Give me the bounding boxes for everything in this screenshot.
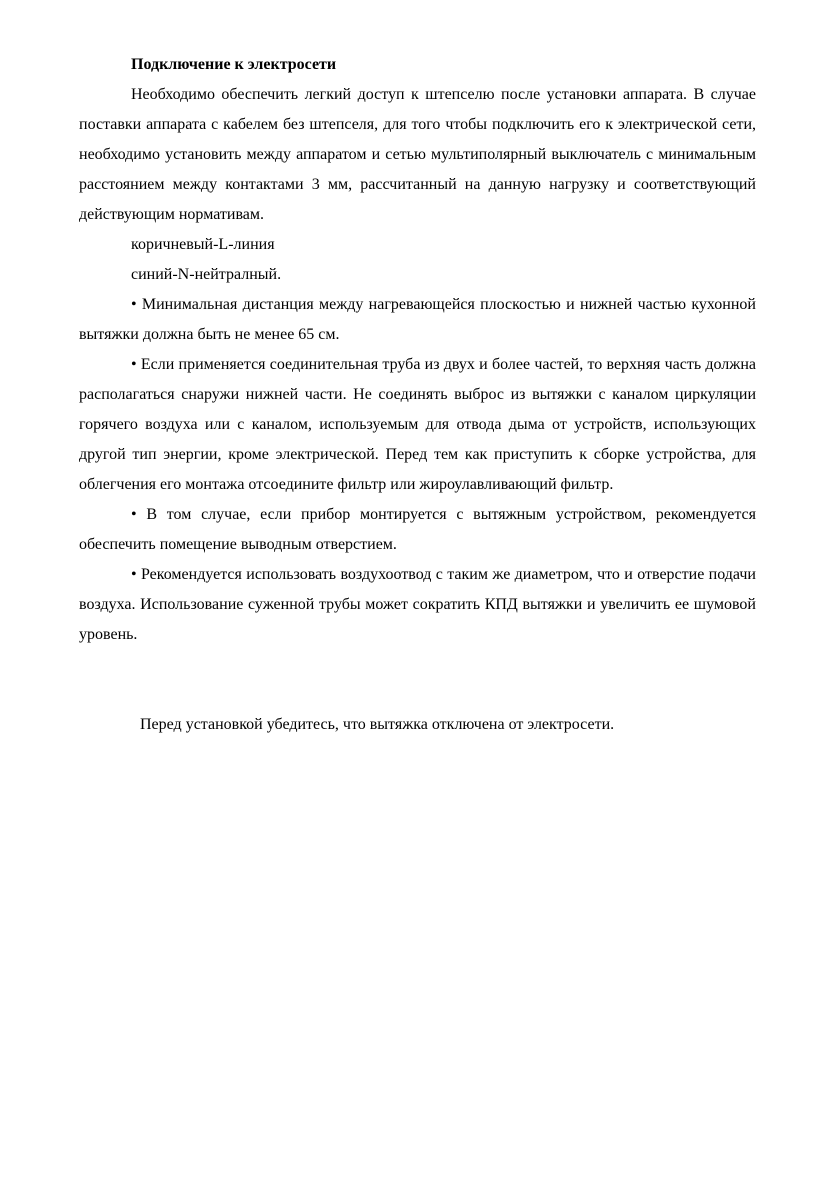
warning-note: Перед установкой убедитесь, что вытяжка отключена от электросети. [140, 716, 615, 733]
document-body [79, 50, 756, 740]
bullet-paragraph-pipe: • Если применяется соединительная труба из двух и более частей, то верхняя часть должна располагаться снаружи нижней части. Не соединять выброс из вытяжки с каналом циркуляции горячего воздуха или с каналом, используемым для отвода дыма от устройств, использующих другой тип энергии, кроме электрической. Перед тем как приступить к сборке устройства, для облегчения его монтажа отсоедините фильтр или жироулавливающий фильтр. [79, 356, 756, 493]
wiring-brown-line: коричневый-L-линия [131, 236, 275, 253]
intro-paragraph: Необходимо обеспечить легкий доступ к штепселю после установки аппарата. В случае поставки аппарата с кабелем без штепселя, для того чтобы подключить его к электрической сети, необходимо установить между аппаратом и сетью мультиполярный выключатель с минимальным расстоянием между контактами 3 мм, рассчитанный на данную нагрузку и соответствующий действующим нормативам. [79, 86, 756, 223]
spacer [79, 650, 756, 710]
bullet-paragraph-exhaust: • В том случае, если прибор монтируется с вытяжным устройством, рекомендуется обеспечить помещение выводным отверстием. [79, 506, 756, 553]
section-heading: Подключение к электросети [131, 56, 337, 73]
bullet-paragraph-distance: • Минимальная дистанция между нагревающейся плоскостью и нижней частью кухонной вытяжки должна быть не менее 65 см. [79, 296, 756, 343]
bullet-paragraph-duct: • Рекомендуется использовать воздухоотвод с таким же диаметром, что и отверстие подачи воздуха. Использование суженной трубы может сократить КПД вытяжки и увеличить ее шумовой уровень. [79, 566, 756, 643]
wiring-blue-line: синий-N-нейтралный. [131, 266, 282, 283]
